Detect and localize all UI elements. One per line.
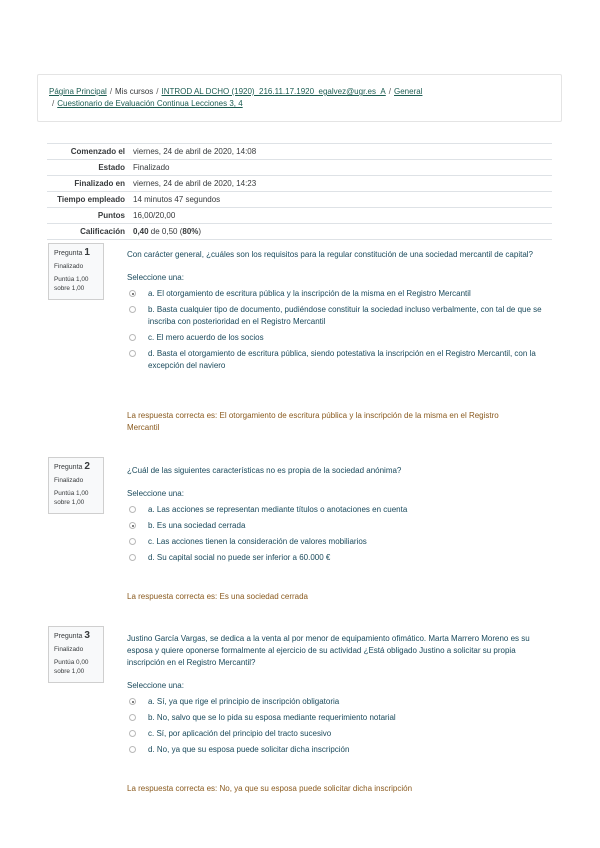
radio-button[interactable]: [129, 714, 136, 721]
answer-text: c. El mero acuerdo de los socios: [148, 333, 264, 342]
answer-prompt: Seleccione una:: [127, 681, 184, 690]
answer-text: a. Las acciones se representan mediante títulos o anotaciones en cuenta: [148, 505, 408, 514]
question-text: Con carácter general, ¿cuáles son los requisitos para la regular constitución de una sociedad mercantil de capital?: [127, 250, 534, 259]
answer-option[interactable]: [127, 332, 545, 344]
radio-button[interactable]: [129, 554, 136, 561]
question-status: Finalizado: [54, 263, 84, 270]
radio-button[interactable]: [129, 522, 136, 529]
answer-text: c. Sí, por aplicación del principio del tracto sucesivo: [148, 729, 332, 738]
summary-row-state: [47, 160, 552, 176]
summary-value: 16,00/20,00: [129, 208, 552, 224]
radio-button[interactable]: [129, 698, 136, 705]
breadcrumb-quiz-link[interactable]: Cuestionario de Evaluación Continua Lecciones 3, 4: [57, 99, 243, 108]
breadcrumb: [49, 86, 549, 110]
question-grade: Puntúa 0,00 sobre 1,00: [54, 659, 89, 675]
radio-button[interactable]: [129, 506, 136, 513]
question-status: Finalizado: [54, 646, 84, 653]
summary-value: Finalizado: [129, 160, 552, 176]
question-text: ¿Cuál de las siguientes características no es propia de la sociedad anónima?: [127, 466, 402, 475]
question-label: Pregunta: [54, 464, 83, 471]
question-2-content: [127, 465, 545, 564]
attempt-summary-table: [47, 143, 552, 240]
radio-button[interactable]: [129, 306, 136, 313]
answer-option[interactable]: [127, 744, 545, 756]
breadcrumb-separator: /: [156, 87, 159, 96]
summary-label: Puntos: [47, 208, 129, 224]
answer-text: b. Es una sociedad cerrada: [148, 521, 246, 530]
answer-text: d. Basta el otorgamiento de escritura pública, siendo potestativa la inscripción en el Registro Mercantil, con la excepción del naviero: [148, 349, 536, 370]
summary-value: [129, 224, 552, 240]
answer-text: a. El otorgamiento de escritura pública y la inscripción de la misma en el Registro Mercantil: [148, 289, 471, 298]
breadcrumb-my-courses: Mis cursos: [115, 87, 154, 96]
radio-button[interactable]: [129, 350, 136, 357]
question-1-right-answer: La respuesta correcta es: El otorgamiento de escritura pública y la inscripción de la misma en el Registro Mercantil: [127, 411, 499, 432]
breadcrumb-home-link[interactable]: Página Principal: [49, 87, 107, 96]
question-number-value: 2: [84, 461, 90, 472]
answer-prompt: Seleccione una:: [127, 273, 184, 282]
summary-value: viernes, 24 de abril de 2020, 14:08: [129, 144, 552, 160]
answer-text: c. Las acciones tienen la consideración de valores mobiliarios: [148, 537, 367, 546]
summary-row-grade: [47, 224, 552, 240]
radio-button[interactable]: [129, 334, 136, 341]
question-grade: Puntúa 1,00 sobre 1,00: [54, 490, 89, 506]
radio-button[interactable]: [129, 746, 136, 753]
summary-row-started: [47, 144, 552, 160]
summary-row-time-taken: [47, 192, 552, 208]
question-2-right-answer: La respuesta correcta es: Es una sociedad cerrada: [127, 592, 308, 601]
answer-option[interactable]: [127, 696, 545, 708]
question-grade: Puntúa 1,00 sobre 1,00: [54, 276, 89, 292]
breadcrumb-general-link[interactable]: General: [394, 87, 423, 96]
breadcrumb-separator: /: [109, 87, 113, 96]
breadcrumb-separator: /: [52, 99, 55, 108]
breadcrumb-separator: /: [388, 87, 391, 96]
answer-option[interactable]: [127, 552, 545, 564]
question-1-info: [48, 243, 104, 300]
question-label: Pregunta: [54, 633, 83, 640]
question-2-info: [48, 457, 104, 514]
summary-label: Finalizado en: [47, 176, 129, 192]
answer-text: a. Sí, ya que rige el principio de inscripción obligatoria: [148, 697, 340, 706]
grade-close-paren: ): [198, 227, 202, 236]
grade-value: 0,40: [133, 227, 149, 236]
grade-percent: 80%: [182, 227, 199, 236]
summary-label: Comenzado el: [47, 144, 129, 160]
summary-row-marks: [47, 208, 552, 224]
radio-button[interactable]: [129, 730, 136, 737]
question-3-content: [127, 633, 545, 756]
question-3-info: [48, 626, 104, 683]
question-number: [54, 248, 99, 258]
question-1-content: [127, 249, 545, 372]
answer-option[interactable]: [127, 536, 545, 548]
question-text: Justino García Vargas, se dedica a la venta al por menor de equipamiento ofimático. Marta Marrero Moreno es su esposa y quiere oponerse formalmente al ejercicio de su actividad ¿Está obligado Justino a solicitar su propia inscripción en el Registro Mercantil?: [127, 634, 530, 667]
answer-text: b. No, salvo que se lo pida su esposa mediante requerimiento notarial: [148, 713, 396, 722]
answer-option[interactable]: [127, 304, 545, 328]
answer-option[interactable]: [127, 504, 545, 516]
navbar-breadcrumb-panel: [37, 74, 562, 122]
summary-value: 14 minutos 47 segundos: [129, 192, 552, 208]
question-number-value: 1: [84, 247, 90, 258]
answer-option[interactable]: [127, 712, 545, 724]
summary-label: Estado: [47, 160, 129, 176]
answer-text: b. Basta cualquier tipo de documento, pudiéndose constituir la sociedad incluso verbalmente, con tal de que se inscriba con posterioridad en el Registro Mercantil: [148, 305, 542, 326]
summary-label: Calificación: [47, 224, 129, 240]
grade-out-of: de 0,50 (: [148, 227, 183, 236]
question-number-value: 3: [84, 630, 90, 641]
question-number: [54, 631, 99, 641]
question-label: Pregunta: [54, 250, 83, 257]
answer-prompt: Seleccione una:: [127, 489, 184, 498]
question-number: [54, 462, 99, 472]
question-3-right-answer: La respuesta correcta es: No, ya que su esposa puede solicitar dicha inscripción: [127, 784, 413, 793]
answer-option[interactable]: [127, 288, 545, 300]
radio-button[interactable]: [129, 538, 136, 545]
summary-label: Tiempo empleado: [47, 192, 129, 208]
answer-text: d. Su capital social no puede ser inferior a 60.000 €: [148, 553, 331, 562]
answer-option[interactable]: [127, 520, 545, 532]
answer-option[interactable]: [127, 348, 545, 372]
summary-value: viernes, 24 de abril de 2020, 14:23: [129, 176, 552, 192]
answer-option[interactable]: [127, 728, 545, 740]
answer-text: d. No, ya que su esposa puede solicitar dicha inscripción: [148, 745, 350, 754]
breadcrumb-course-link[interactable]: INTROD AL DCHO (1920)_216.11.17.1920_egalvez@ugr.es_A: [161, 87, 386, 96]
question-status: Finalizado: [54, 477, 84, 484]
summary-row-finished: [47, 176, 552, 192]
radio-button[interactable]: [129, 290, 136, 297]
